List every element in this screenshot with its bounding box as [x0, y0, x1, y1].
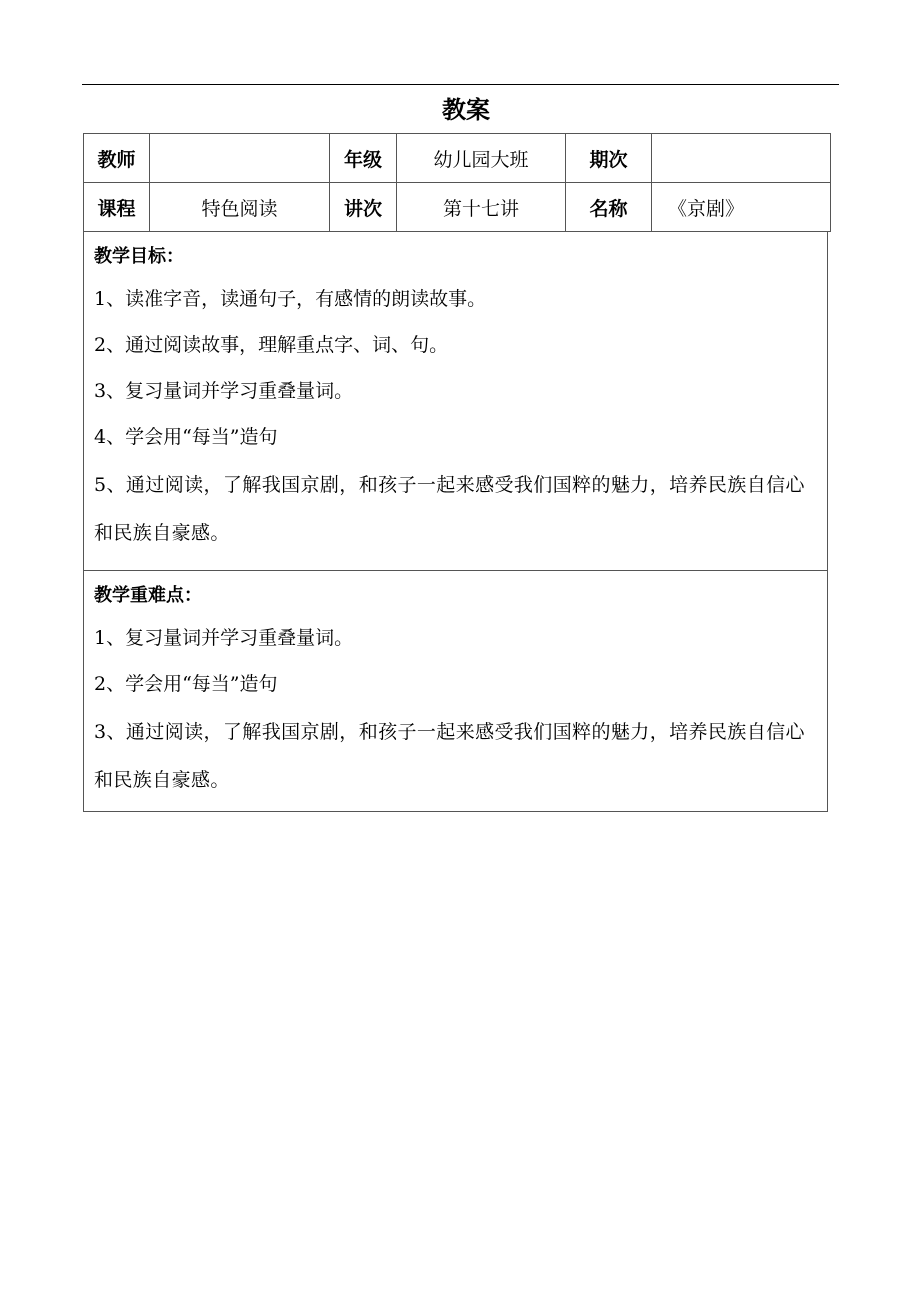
lesson-info-table [83, 133, 831, 232]
lecture-value: 第十七讲 [397, 183, 566, 232]
term-value [652, 134, 831, 183]
teaching-goals-heading: 教学目标： [94, 246, 184, 267]
name-label: 名称 [566, 183, 652, 232]
key-point-item-3: 3、通过阅读，了解我国京剧，和孩子一起来感受我们国粹的魅力，培养民族自信心和民族自豪感。 [94, 721, 805, 791]
teacher-label: 教师 [84, 134, 150, 183]
table-row [84, 134, 831, 183]
goal-item-2: 2、通过阅读故事，理解重点字、词、句。 [94, 334, 449, 356]
key-point-item-1: 1、复习量词并学习重叠量词。 [94, 627, 354, 649]
term-label: 期次 [566, 134, 652, 183]
lecture-label: 讲次 [330, 183, 397, 232]
goal-item-5: 5、通过阅读，了解我国京剧，和孩子一起来感受我们国粹的魅力，培养民族自信心和民族自豪感。 [94, 474, 805, 544]
course-value: 特色阅读 [150, 183, 330, 232]
teaching-goals-section [83, 232, 828, 571]
key-points-section [83, 571, 828, 812]
grade-value: 幼儿园大班 [397, 134, 566, 183]
table-row [84, 183, 831, 232]
name-value: 《京剧》 [652, 183, 831, 232]
header-rule [82, 84, 839, 85]
goal-item-3: 3、复习量词并学习重叠量词。 [94, 380, 354, 402]
teacher-value [150, 134, 330, 183]
grade-label: 年级 [330, 134, 397, 183]
key-point-item-2: 2、学会用“每当”造句 [94, 673, 278, 695]
goal-item-1: 1、读准字音，读通句子，有感情的朗读故事。 [94, 288, 487, 310]
key-points-heading: 教学重难点： [94, 585, 202, 606]
page-title: 教案 [442, 96, 490, 124]
course-label: 课程 [84, 183, 150, 232]
goal-item-4: 4、学会用“每当”造句 [94, 426, 278, 448]
